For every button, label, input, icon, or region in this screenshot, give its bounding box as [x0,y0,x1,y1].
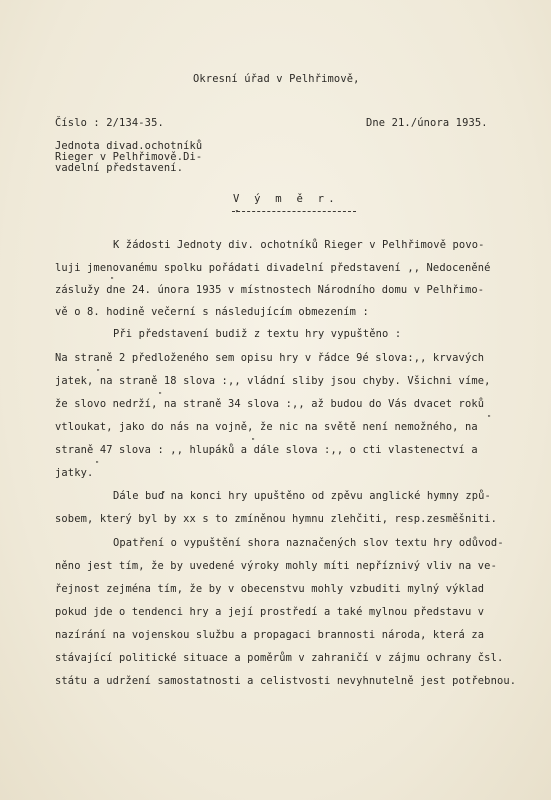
body-line: vtloukat, jako do nás na vojně, že nic na světě není nemožného, na [55,421,478,433]
body-line: stávající politické situace a poměrům v zahraničí v zájmu ochrany čsl. [55,652,504,664]
body-line: státu a udržení samostatnosti a celistvosti nevyhnutelně jest potřebnou. [55,675,517,687]
body-line: jatek, na straně 18 slova :,, vládní sliby jsou chyby. Všichni víme, [55,375,491,387]
body-line: jatky. [55,467,94,479]
body-line: nazírání na vojenskou službu a propagaci brannosti národa, která za [55,629,485,641]
body-line: Dále buď na konci hry upuštěno od zpěvu anglické hymny způ- [113,490,491,502]
body-line: Při představení budiž z textu hry vypuštěno : [113,328,402,340]
body-line: Opatření o vypuštění shora naznačených slov textu hry odůvod- [113,537,504,549]
body-line: že slovo nedrží, na straně 34 slova :,, až budou do Vás dvacet roků [55,398,485,410]
body-line: záslužy dne 24. února 1935 v místnostech Národního domu v Pelhřimo- [55,284,485,296]
addressee-line-1: Jednota divad.ochotníků [55,140,203,152]
document-title: V ý m ě r. [233,193,339,205]
body-line: luji jmenovanému spolku pořádati divadelní představení ,, Nedoceněné [55,262,491,274]
body-line: vě o 8. hodině večerní s následujícím obmezením : [55,306,369,318]
title-underline [232,211,356,212]
body-line: něno jest tím, že by uvedené výroky mohly míti nepříznivý vliv na ve- [55,560,497,572]
handwritten-quote-mark: " [96,368,101,376]
handwritten-quote-mark: " [487,414,492,422]
handwritten-quote-mark: " [158,391,163,399]
office-header: Okresní úřad v Pelhřimově, [193,73,360,85]
handwritten-quote-mark: " [95,460,100,468]
handwritten-quote-mark: " [251,437,256,445]
reference-number: Číslo : 2/134-35. [55,117,164,129]
handwritten-quote-mark: " [110,276,115,284]
body-line: pokud jde o tendenci hry a její prostředí a také mylnou představu v [55,606,485,618]
body-line: K žádosti Jednoty div. ochotníků Rieger v Pelhřimově povo- [113,239,485,251]
body-line: sobem, který byl by xx s to zmíněnou hymnu zlehčiti, resp.zesměšniti. [55,513,497,525]
addressee-line-2: Rieger v Pelhřimově.Di- [55,151,203,163]
document-date: Dne 21./února 1935. [366,117,488,129]
body-line: Na straně 2 předloženého sem opisu hry v řádce 9é slova:,, krvavých [55,352,485,364]
body-line: řejnost zejména tím, že by v obecenstvu mohly vzbuditi mylný výklad [55,583,485,595]
body-line: straně 47 slova : ,, hlupáků a dále slova :,, o cti vlastenectví a [55,444,478,456]
addressee-line-3: vadelní představení. [55,162,184,174]
title-underline-mark: ▾ [235,208,239,215]
